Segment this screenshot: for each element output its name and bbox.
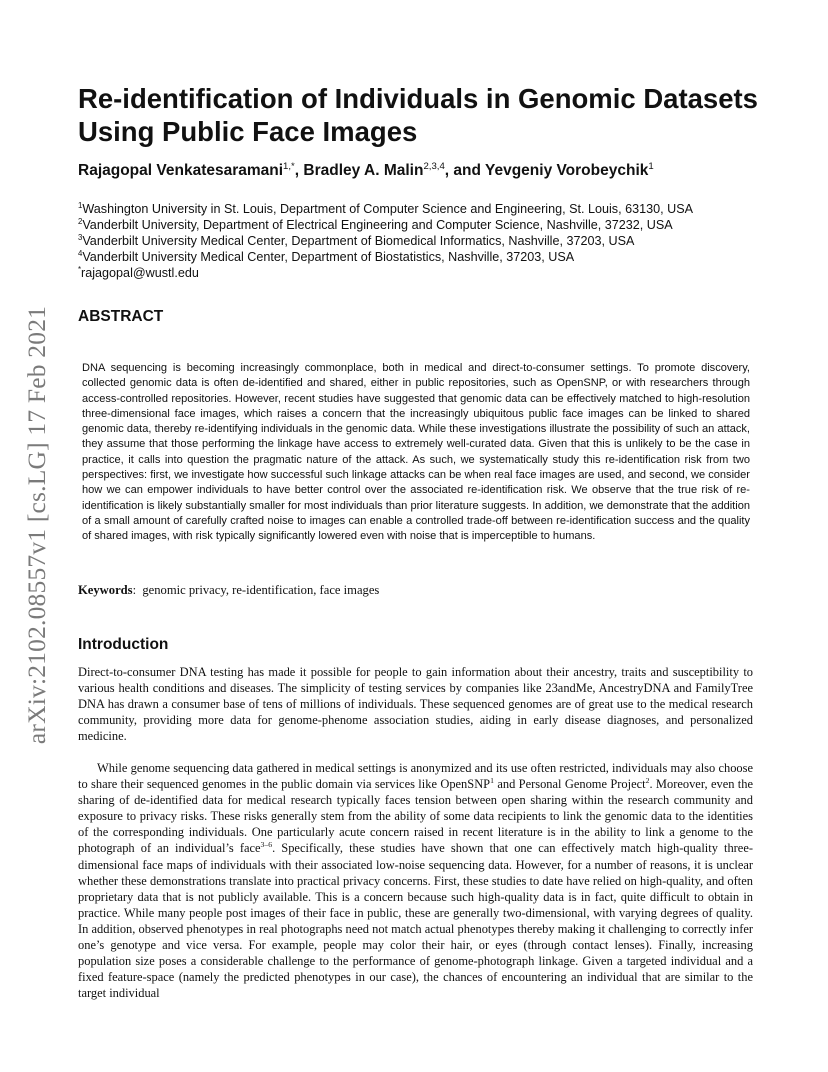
affiliation-text: Washington University in St. Louis, Department of Computer Science and Engineering, St. Louis, 63130, USA: [82, 202, 693, 216]
paragraph-text: and Personal Genome Project: [493, 777, 646, 792]
affiliation-line: [78, 233, 778, 249]
author-separator: , and: [444, 162, 485, 179]
citation-link[interactable]: 3–6: [260, 840, 273, 850]
abstract-body: DNA sequencing is becoming increasingly commonplace, both in medical and direct-to-consumer settings. To promote discovery, collected genomic data is often de-identified and shared, either in public repositories, such as OpenSNP, or with researchers through access-controlled repositories. However, recent studies have suggested that genomic data can be effectively matched to high-resolution three-dimensional face images, which raises a concern that the increasingly ubiquitous public face images can be linked to shared genomic data, thereby re-identifying individuals in the genomic data. While these investigations illustrate the possibility of such an attack, they assume that those performing the linkage have access to extremely well-curated data. Given that this is unlikely to be the case in practice, it calls into question the pragmatic nature of the attack. As such, we systematically study this re-identification risk from two perspectives: first, we investigate how successful such linkage attacks can be when real face images are used, and second, we consider how we can empower individuals to have better control over the associated re-identification risk. We observe that the true risk of re-identification is likely substantially smaller for most individuals than prior literature suggests. In addition, we demonstrate that the addition of a small amount of carefully crafted noise to images can enable a controlled trade-off between re-identification success and the quality of shared images, with risk typically significantly lowered even with noise that is imperceptible to humans.: [82, 362, 750, 543]
paragraph-text: . Moreover, even the sharing of de-identified data for medical research typically faces tension between open sharing within the research community and exposure to privacy risks. These risks generally stem from the ability of some data recipients to link the genomic data to the identities of the corresponding individuals. One particularly acute concern raised in recent literature is in the ability to link a genome to the photograph of an individual’s face: [78, 777, 753, 856]
abstract-heading: ABSTRACT: [78, 308, 164, 325]
author-separator: ,: [294, 162, 304, 179]
citation-link[interactable]: 2: [645, 775, 650, 785]
affiliation-list: [78, 201, 778, 281]
author-affiliation-mark: 2,3,4: [423, 160, 445, 172]
introduction-heading: Introduction: [78, 636, 169, 653]
affiliation-text: Vanderbilt University Medical Center, Department of Biostatistics, Nashville, 37203, USA: [82, 250, 575, 265]
author-affiliation-mark: 1,*: [283, 160, 295, 172]
author-name: Bradley A. Malin: [303, 162, 424, 179]
author-affiliation-mark: 1: [648, 160, 654, 172]
paragraph-text: While genome sequencing data gathered in medical settings is anonymized and its use often restricted, individuals may also choose to share their sequenced genomes in the public domain via services like OpenSNP: [78, 761, 753, 792]
affiliation-text: Vanderbilt University Medical Center, Department of Biomedical Informatics, Nashville, 37203, USA: [82, 234, 635, 249]
author-name: Yevgeniy Vorobeychik: [484, 162, 649, 179]
affiliation-mark: 1: [78, 200, 83, 210]
author-name: Rajagopal Venkatesaramani: [78, 162, 284, 179]
affiliation-mark: *: [78, 265, 82, 275]
affiliation-line: [78, 201, 778, 217]
introduction-paragraph: Direct-to-consumer DNA testing has made it possible for people to gain information about their ancestry, traits and susceptibility to various health conditions and diseases. The simplicity of testing services by companies like 23andMe, AncestryDNA and FamilyTree DNA has drawn a consumer base of tens of millions of individuals. These sequenced genomes are of great use to the medical research community, providing more data for genome-phenome association studies, aiding in early disease diagnoses, and personalized medicine.: [78, 665, 753, 744]
paragraph-text: . Specifically, these studies have shown that one can effectively match high-quality three-dimensional face maps of individuals with their associated low-noise sequencing data. However, for a number of reasons, it is unclear whether these demonstrations translate into practical privacy concerns. First, these studies to date have relied on high-quality, and often proprietary data that is not publicly available. This is a concern because such high-quality data is in fact, quite difficult to obtain in practice. While many people post images of their face in public, these are generally two-dimensional, with varying degrees of quality. In addition, observed phenotypes in real photographs need not match actual phenotypes thereby making it challenging to correctly infer one’s genotype and vice versa. For example, people may color their hair, or eyes (through contact lenses). Finally, increasing population size poses a considerable challenge to the performance of genome-photograph linkage. Given a targeted individual and a fixed feature-space (namely the predicted phenotypes in our case), the chances of encountering an individual that are similar to the target individual: [78, 841, 753, 1001]
affiliation-mark: 4: [78, 249, 83, 259]
affiliation-line: [78, 249, 778, 265]
author-list: [78, 162, 778, 180]
affiliation-line: [78, 217, 778, 233]
affiliation-mark: 3: [78, 233, 83, 242]
corresponding-email[interactable]: rajagopal@wustl.edu: [81, 266, 199, 281]
introduction-paragraph: [78, 760, 753, 1001]
arxiv-id-text: arXiv:2102.08557v1 [cs.LG] 17 Feb 2021: [22, 305, 51, 745]
affiliation-line: [78, 265, 778, 281]
keywords-text: genomic privacy, re-identification, face images: [142, 583, 380, 597]
affiliation-text: Vanderbilt University, Department of Electrical Engineering and Computer Science, Nashville, 37232, USA: [82, 218, 673, 233]
arxiv-identifier-stamp: [8, 291, 66, 759]
keywords-line: Keywords: genomic privacy, re-identification, face images: [78, 583, 380, 597]
citation-link[interactable]: 1: [490, 775, 494, 785]
keywords-label: Keywords: [78, 583, 133, 597]
paper-title: Re-identification of Individuals in Genomic Datasets Using Public Face Images: [78, 83, 758, 147]
affiliation-mark: 2: [78, 216, 83, 226]
